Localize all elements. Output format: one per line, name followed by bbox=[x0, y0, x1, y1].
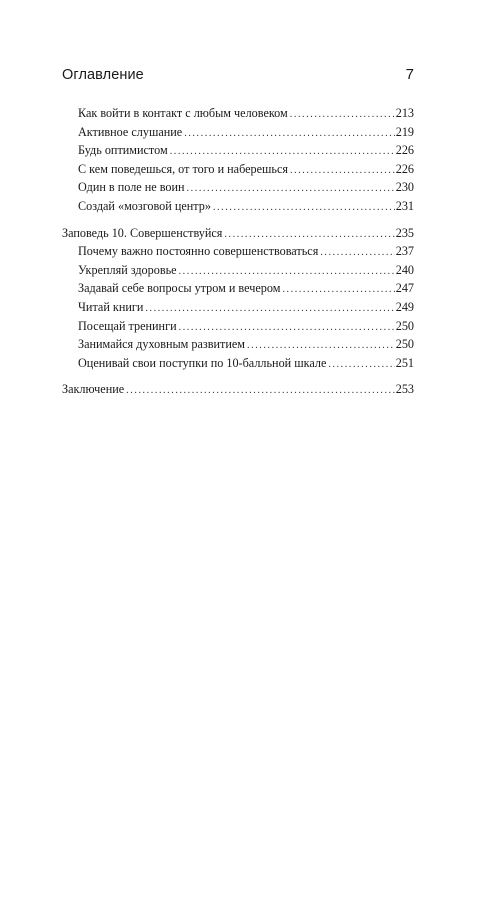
toc-entry[interactable] bbox=[62, 123, 414, 142]
running-head: Оглавление bbox=[62, 67, 144, 83]
toc-entry[interactable] bbox=[62, 104, 414, 123]
toc-entry[interactable] bbox=[62, 298, 414, 317]
toc-entry-page: 235 bbox=[395, 225, 414, 240]
toc-entry[interactable] bbox=[62, 242, 414, 261]
toc-entry-page: 231 bbox=[395, 198, 414, 213]
toc-leader-dots bbox=[213, 199, 395, 218]
toc-entry[interactable] bbox=[62, 279, 414, 298]
toc-entry-title: Укрепляй здоровье bbox=[78, 262, 177, 277]
toc-entry[interactable] bbox=[62, 335, 414, 354]
toc-entry-title: Будь оптимистом bbox=[78, 143, 168, 158]
toc-entry-page: 226 bbox=[395, 161, 414, 176]
toc-entry-title: Активное слушание bbox=[78, 124, 183, 139]
toc-entry[interactable] bbox=[62, 197, 414, 216]
toc-entry[interactable] bbox=[62, 141, 414, 160]
toc-leader-dots bbox=[328, 356, 394, 375]
toc-entry-title: Посещай тренинги bbox=[78, 318, 177, 333]
toc-entry[interactable] bbox=[62, 261, 414, 280]
toc-entry-page: 249 bbox=[395, 299, 414, 314]
toc-entry[interactable] bbox=[62, 354, 414, 373]
toc-entry-page: 240 bbox=[395, 262, 414, 277]
toc-entry-title: Задавай себе вопросы утром и вечером bbox=[78, 281, 281, 296]
toc-entry-page: 250 bbox=[395, 318, 414, 333]
toc-leader-dots bbox=[290, 162, 395, 181]
toc-chapter-entry[interactable] bbox=[62, 380, 414, 399]
toc-entry-title: Заповедь 10. Совершенствуйся bbox=[62, 225, 223, 240]
toc-entry[interactable] bbox=[62, 178, 414, 197]
toc-leader-dots bbox=[187, 180, 395, 199]
toc-entry-title: Заключение bbox=[62, 382, 125, 397]
toc-leader-dots bbox=[290, 106, 395, 125]
toc-group bbox=[62, 224, 414, 373]
toc-group bbox=[62, 380, 414, 399]
toc-entry-title: Оценивай свои поступки по 10-балльной шкале bbox=[78, 355, 327, 370]
toc-entry-title: С кем поведешься, от того и наберешься bbox=[78, 161, 288, 176]
toc-entry-title: Один в поле не воин bbox=[78, 180, 185, 195]
toc-leader-dots bbox=[126, 382, 395, 401]
toc-entry-page: 251 bbox=[395, 355, 414, 370]
toc-entry-page: 253 bbox=[395, 382, 414, 397]
toc-leader-dots bbox=[320, 244, 394, 263]
toc-chapter-entry[interactable] bbox=[62, 224, 414, 243]
toc-entry-page: 219 bbox=[395, 124, 414, 139]
toc-leader-dots bbox=[184, 125, 395, 144]
toc-leader-dots bbox=[282, 281, 394, 300]
page-header bbox=[62, 66, 414, 88]
toc-entry-page: 250 bbox=[395, 337, 414, 352]
toc-entry[interactable] bbox=[62, 160, 414, 179]
page-number: 7 bbox=[405, 66, 414, 83]
toc-entry-page: 213 bbox=[395, 106, 414, 120]
toc-entry-title: Читай книги bbox=[78, 299, 144, 314]
toc-entry[interactable] bbox=[62, 317, 414, 336]
toc-entry-page: 226 bbox=[395, 143, 414, 158]
toc-entry-title: Создай «мозговой центр» bbox=[78, 198, 211, 213]
toc-entry-title: Занимайся духовным развитием bbox=[78, 337, 245, 352]
toc-group bbox=[62, 104, 414, 216]
toc-entry-page: 237 bbox=[395, 244, 414, 259]
toc-entry-title: Как войти в контакт с любым человеком bbox=[78, 106, 288, 120]
toc-leader-dots bbox=[145, 300, 394, 319]
toc-entry-page: 247 bbox=[395, 281, 414, 296]
toc-entry-page: 230 bbox=[395, 180, 414, 195]
toc-entry-title: Почему важно постоянно совершенствоваться bbox=[78, 244, 319, 259]
table-of-contents bbox=[62, 104, 414, 399]
